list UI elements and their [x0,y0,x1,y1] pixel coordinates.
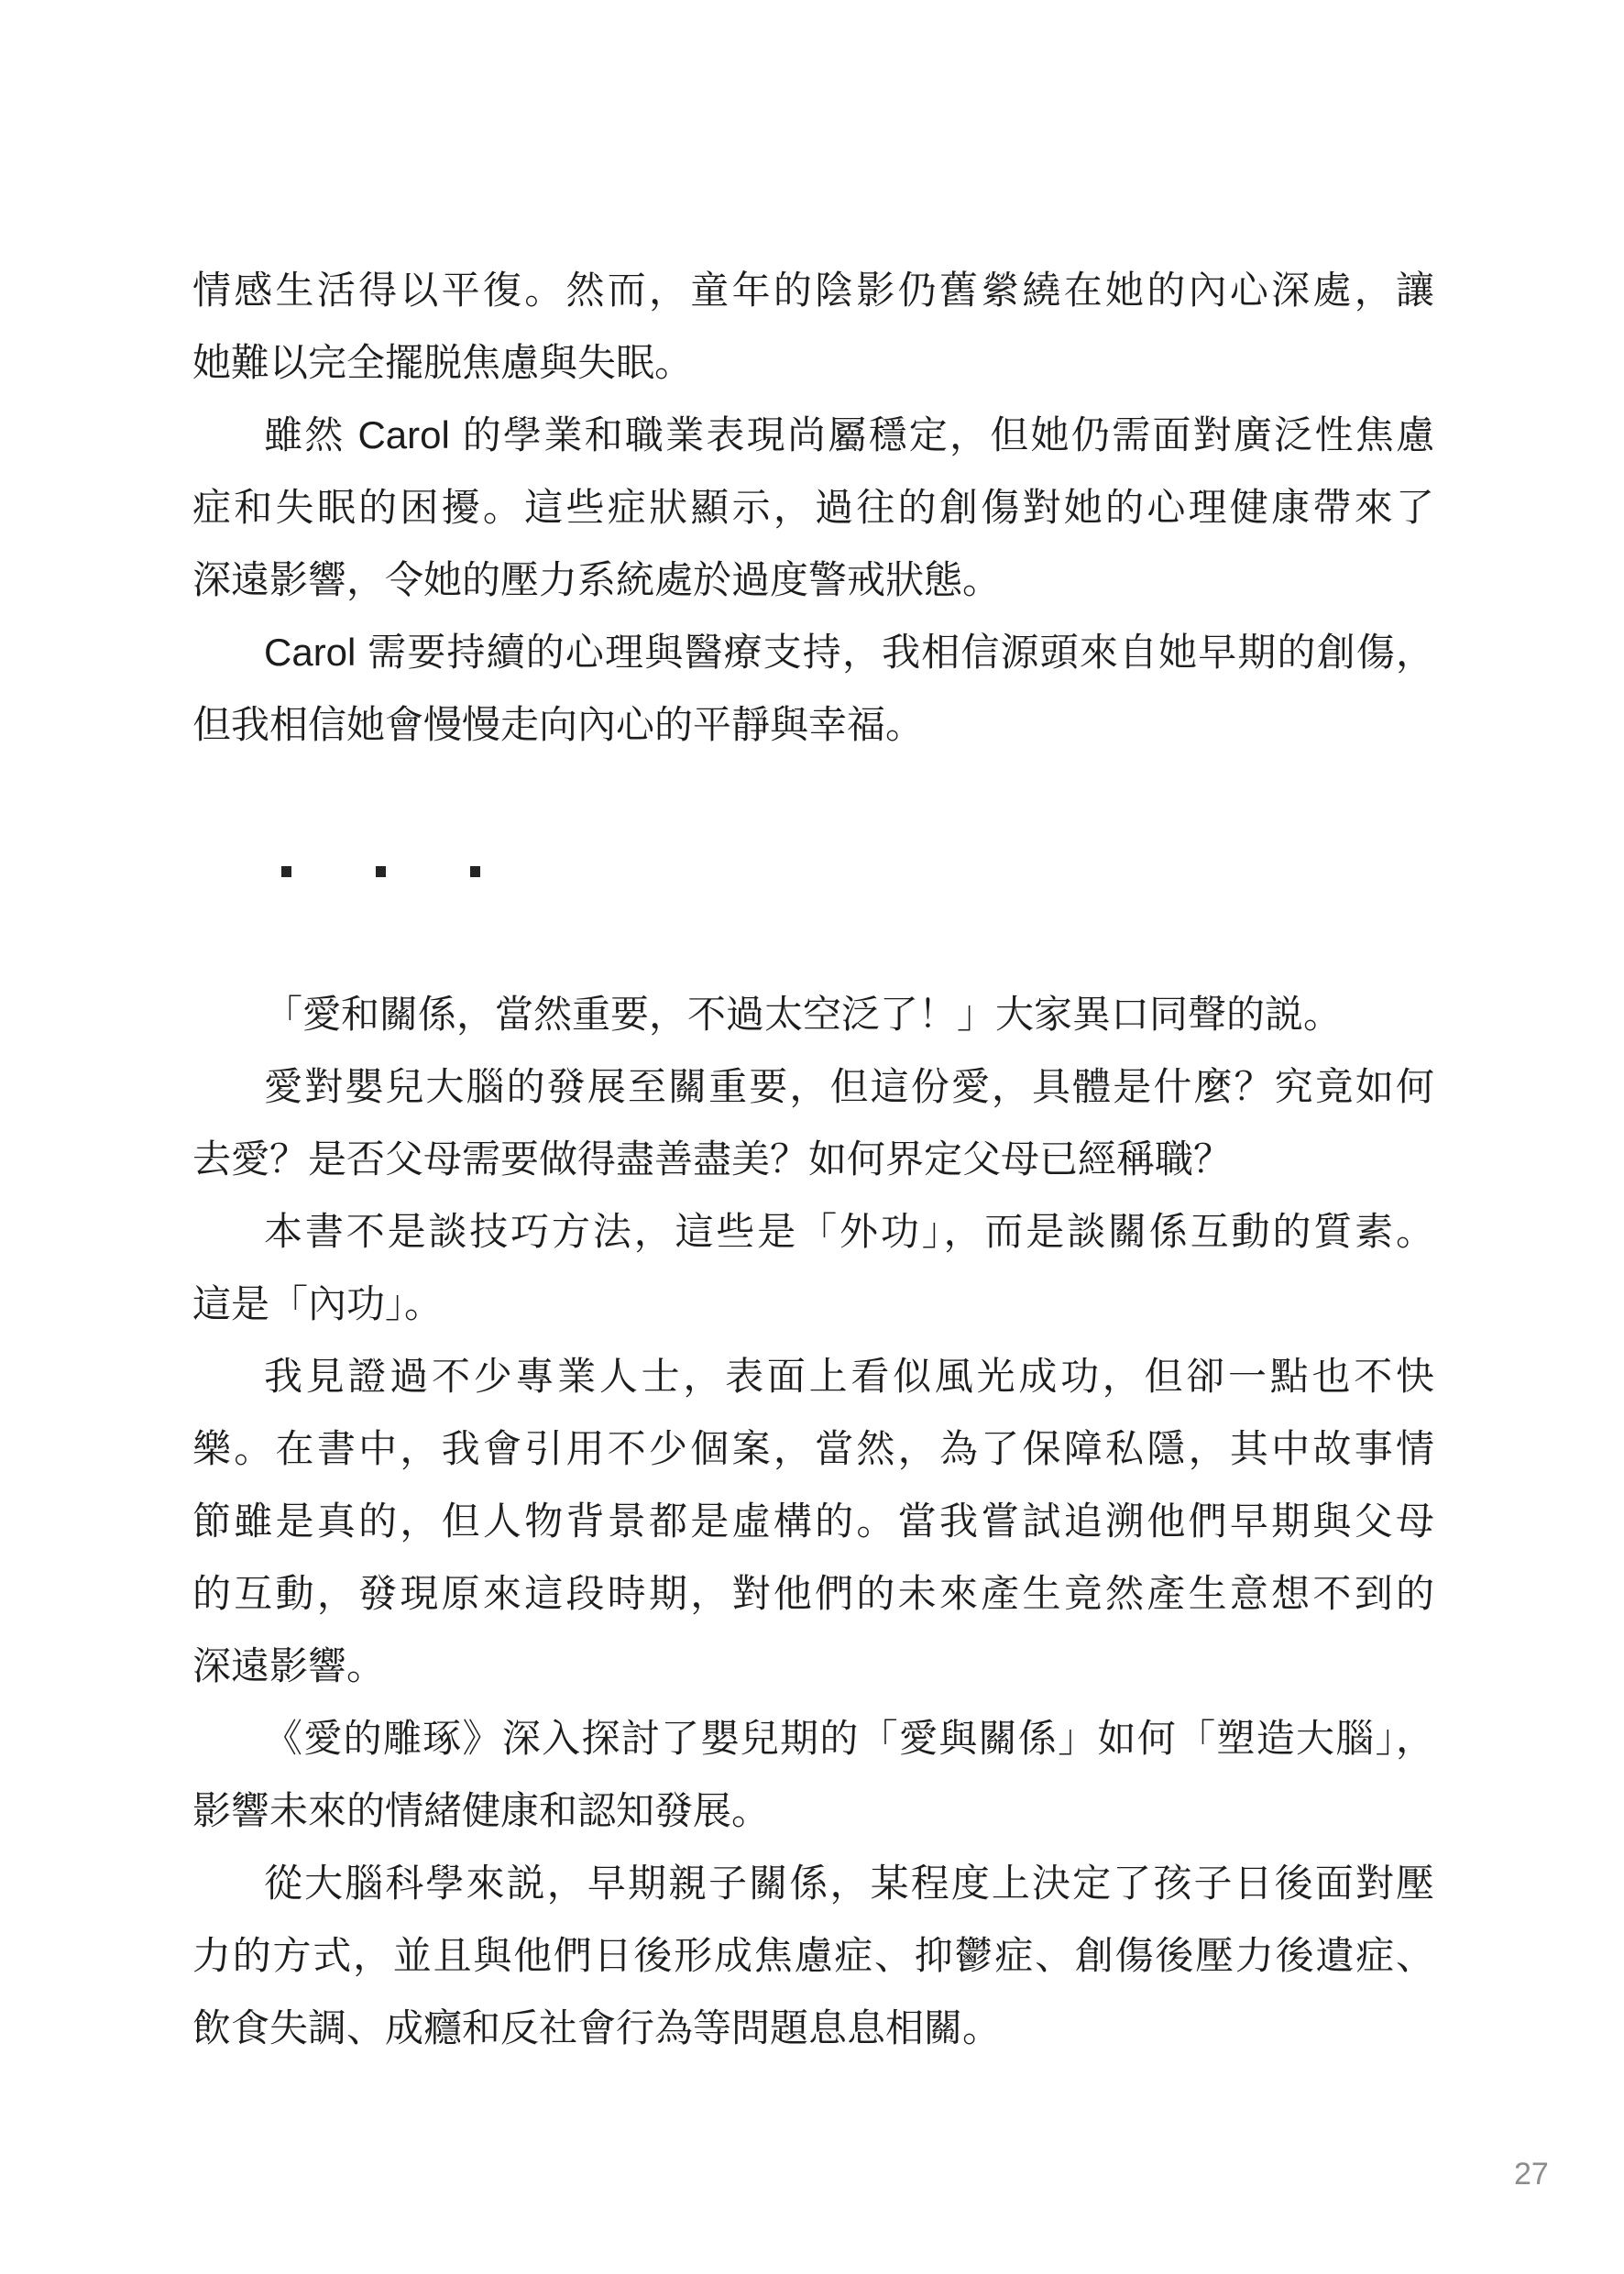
text-line: 這是「內功」。 [192,1282,444,1325]
text-line: Carol 需要持續的心理與醫療支持，我相信源頭來自她早期的創傷， [264,631,1434,674]
section-separator [281,866,480,879]
text-line: 的互動，發現原來這段時期，對他們的未來產生竟然產生意想不到的 [192,1572,1434,1615]
page-number: 27 [1514,2157,1549,2192]
text-line: 「愛和關係，當然重要，不過太空泛了！」大家異口同聲的説。 [264,993,1343,1036]
text-line: 影響未來的情緒健康和認知發展。 [192,1789,771,1832]
text-line: 深遠影響。 [192,1644,386,1687]
text-line: 去愛？是否父母需要做得盡善盡美？如何界定父母已經稱職？ [192,1137,1233,1181]
text-line: 力的方式，並且與他們日後形成焦慮症、抑鬱症、創傷後壓力後遺症、 [192,1934,1434,1977]
text-line: 《愛的雕琢》深入探討了嬰兒期的「愛與關係」如何「塑造大腦」， [264,1717,1434,1760]
text-line: 飲食失調、成癮和反社會行為等問題息息相關。 [192,2006,1002,2049]
separator-dot [376,866,386,877]
text-line: 我見證過不少專業人士，表面上看似風光成功，但卻一點也不快 [264,1355,1434,1398]
text-line: 愛對嬰兒大腦的發展至關重要，但這份愛，具體是什麼？究竟如何 [264,1065,1434,1108]
text-line: 雖然 Carol 的學業和職業表現尚屬穩定，但她仍需面對廣泛性焦慮 [264,413,1434,456]
text-line: 節雖是真的，但人物背景都是虛構的。當我嘗試追溯他們早期與父母 [192,1500,1434,1543]
body-text-top [192,254,1434,761]
text-line: 樂。在書中，我會引用不少個案，當然，為了保障私隱，其中故事情 [192,1427,1434,1470]
text-line: 情感生活得以平復。然而，童年的陰影仍舊縈繞在她的內心深處，讓 [192,269,1434,312]
text-line: 本書不是談技巧方法，這些是「外功」，而是談關係互動的質素。 [264,1210,1434,1253]
text-line: 深遠影響，令她的壓力系統處於過度警戒狀態。 [192,558,1002,601]
separator-dot [470,866,480,877]
text-line: 她難以完全擺脱焦慮與失眠。 [192,341,694,384]
separator-dot [281,866,291,877]
body-text-bottom [192,978,1434,2064]
text-line: 症和失眠的困擾。這些症狀顯示，過往的創傷對她的心理健康帶來了 [192,486,1434,529]
text-line: 但我相信她會慢慢走向內心的平靜與幸福。 [192,703,925,746]
text-line: 從大腦科學來説，早期親子關係，某程度上決定了孩子日後面對壓 [264,1862,1434,1905]
